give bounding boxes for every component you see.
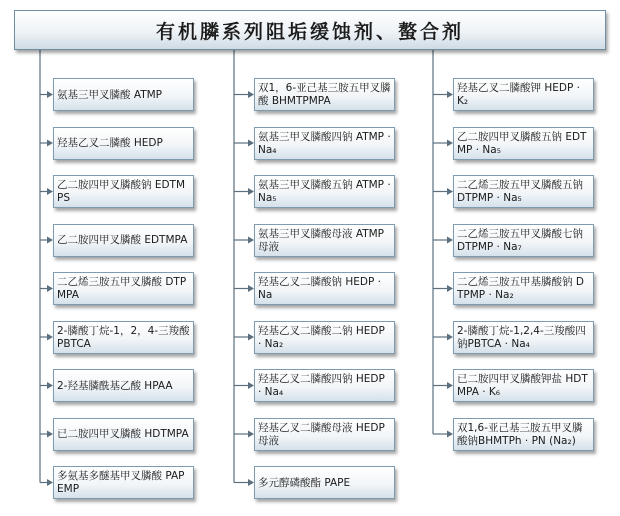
compound-label: 二乙烯三胺五甲叉膦酸七钠 DTPMP · Na₇	[457, 227, 583, 253]
compound-label: 羟基乙叉二膦酸母液 HEDP母液	[258, 421, 385, 447]
compound-label: 羟基乙叉二膦酸二钠 HEDP · Na₂	[258, 324, 385, 350]
compound-node-col-1	[53, 321, 194, 354]
compound-label: 羟基乙叉二膦酸钠 HEDP · Na	[258, 276, 381, 301]
compound-label: 2-膦酸丁烷-1,2,4-三羧酸四钠PBTCA · Na₄	[457, 324, 586, 350]
compound-node-col-1	[53, 369, 194, 402]
compound-node-col-1	[53, 418, 194, 451]
compound-label: 二乙烯三胺五甲基膦酸钠 DTPMP · Na₂	[457, 276, 584, 301]
compound-label: 2-羟基膦酰基乙酸 HPAA	[57, 379, 173, 392]
compound-node-col-2	[254, 272, 395, 305]
compound-node-col-2	[254, 127, 395, 160]
compound-label: 氨基三甲叉膦酸五钠 ATMP · Na₅	[258, 179, 391, 204]
compound-label: 氨基三甲叉膦酸母液 ATMP母液	[258, 227, 385, 253]
compound-label: 二乙烯三胺五甲叉膦酸五钠 DTPMP · Na₅	[457, 179, 583, 204]
compound-node-col-3	[453, 224, 594, 257]
compound-node-col-1	[53, 224, 194, 257]
compound-label: 氨基三甲叉膦酸四钠 ATMP · Na₄	[258, 130, 391, 156]
compound-label: 乙二胺四甲叉膦酸五钠 EDTMP · Na₅	[457, 130, 587, 156]
compound-label: 乙二胺四甲叉膦酸 EDTMPA	[57, 234, 188, 246]
compound-node-col-3	[453, 272, 594, 305]
compound-label: 双1,6-亚己基三胺五甲叉膦酸钠BHMTPh · PN (Na₂)	[457, 421, 583, 447]
compound-node-col-2	[254, 224, 395, 257]
compound-node-col-2	[254, 78, 395, 111]
diagram-title: 有机膦系列阻垢缓蚀剂、螯合剂	[155, 20, 464, 43]
compound-label: 氨基三甲叉膦酸 ATMP	[57, 88, 163, 101]
compound-label: 双1，6-亚己基三胺五甲叉膦酸 BHMTPMPA	[258, 82, 391, 107]
compound-node-col-1	[53, 466, 194, 499]
compound-node-col-1	[53, 78, 194, 111]
compound-label: 多氨基多醚基甲叉膦酸 PAPEMP	[57, 470, 185, 495]
compound-node-col-2	[254, 369, 395, 402]
compound-node-col-3	[453, 321, 594, 354]
compound-label: 二乙烯三胺五甲叉膦酸 DTPMPA	[57, 276, 187, 301]
compound-node-col-2	[254, 175, 395, 208]
compound-label: 2-膦酸丁烷-1，2，4-三羧酸 PBTCA	[57, 324, 190, 350]
compound-node-col-3	[453, 127, 594, 160]
compound-label: 已二胺四甲叉膦酸 HDTMPA	[57, 428, 189, 440]
compound-node-col-3	[453, 175, 594, 208]
compound-node-col-1	[53, 272, 194, 305]
compound-node-col-1	[53, 175, 194, 208]
compound-label: 羟基乙叉二膦酸 HEDP	[57, 137, 163, 149]
compound-label: 多元醇磷酸酯 PAPE	[258, 476, 351, 489]
compound-node-col-3	[453, 418, 594, 451]
compound-node-col-3	[453, 78, 594, 111]
compound-label: 羟基乙叉二膦酸钾 HEDP · K₂	[457, 82, 580, 107]
compound-node-col-3	[453, 369, 594, 402]
compound-node-col-2	[254, 466, 395, 499]
compound-node-col-2	[254, 321, 395, 354]
title-box	[14, 10, 606, 50]
compound-node-col-2	[254, 418, 395, 451]
compound-label: 乙二胺四甲叉膦酸钠 EDTMPS	[57, 179, 186, 204]
compound-node-col-1	[53, 127, 194, 160]
compound-label: 羟基乙叉二膦酸四钠 HEDP · Na₄	[258, 373, 385, 398]
compound-label: 已二胺四甲叉膦酸钾盐 HDTMPA · K₆	[457, 373, 588, 398]
